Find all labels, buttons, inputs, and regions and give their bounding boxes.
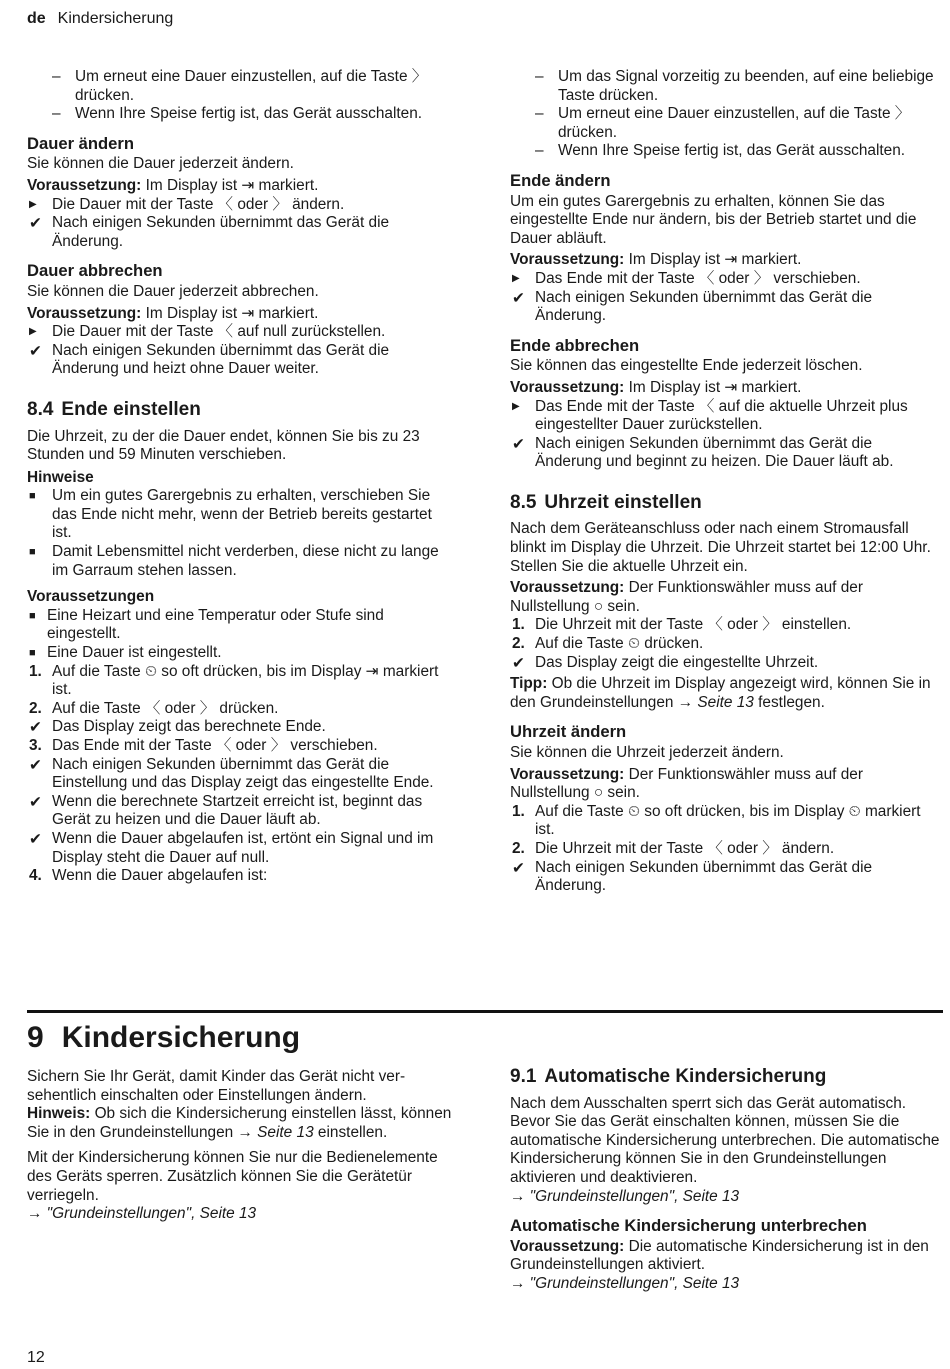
page-number: 12	[27, 1349, 45, 1366]
heading-dauer-abbrechen: Dauer abbrechen	[27, 261, 163, 281]
step-item: ▶ Das Ende mit der Taste 〈 oder 〉 verschieben.	[512, 269, 861, 287]
step-item: 1. Auf die Taste ⏲ so oft drücken, bis im Display ⏲ markiert ist.	[512, 802, 921, 839]
paragraph: Sie können die Dauer jederzeit ändern.	[27, 155, 294, 173]
check-icon: ✔	[29, 755, 42, 774]
paragraph: Nach dem Ausschalten sperrt sich das Gerät automatisch. Bevor Sie das Gerät einschalten können, müssen Sie die automatische Kindersicherung unterbrechen. Die automatische Kindersicherung können Sie in den Grundeinstellungen aktivieren und deaktivieren.	[510, 1094, 940, 1186]
square-bullet-icon: ■	[29, 490, 36, 503]
heading-kindersicherung-unterbrechen: Automatische Kindersicherung unterbrechen	[510, 1216, 867, 1236]
list-item: – Wenn Ihre Speise fertig ist, das Gerät ausschalten.	[52, 105, 423, 123]
result-item: ✔ Nach einigen Sekunden übernimmt das Gerät die Änderung und heizt ohne Dauer weiter.	[29, 341, 390, 378]
heading-uhrzeit-aendern: Uhrzeit ändern	[510, 722, 627, 742]
page-header	[27, 10, 173, 29]
result-item: ✔ Nach einigen Sekunden übernimmt das Gerät die Änderung und beginnt zu heizen. Die Dauer läuft ab.	[512, 434, 894, 471]
heading-uhrzeit-einstellen: 8.5 Uhrzeit einstellen	[510, 491, 702, 513]
list-item: – Um das Signal vorzeitig zu beenden, auf eine beliebige Taste drücken.	[535, 68, 934, 104]
header-title: Kindersicherung	[57, 10, 174, 27]
result-item: ✔ Nach einigen Sekunden übernimmt das Gerät die Änderung.	[512, 858, 873, 895]
requirement: Voraussetzung: Im Display ist ⇥ markiert.	[510, 378, 802, 396]
square-bullet-icon: ■	[29, 647, 36, 660]
list-item: – Um erneut eine Dauer einzustellen, auf die Taste 〉 drücken.	[52, 68, 428, 104]
heading-ende-abbrechen: Ende abbrechen	[510, 335, 640, 355]
check-icon: ✔	[29, 792, 42, 811]
step-number: 2.	[512, 635, 525, 653]
check-icon: ✔	[29, 829, 42, 848]
step-item: 1. Auf die Taste ⏲ so oft drücken, bis im Display ⇥ markiert ist.	[29, 662, 439, 699]
requirement: Voraussetzung: Im Display ist ⇥ markiert.	[27, 304, 319, 322]
paragraph: Nach dem Geräteanschluss oder nach einem Stromausfall blinkt im Display die Uhrzeit. Die Uhrzeit startet bei 12:00 Uhr. Stellen Sie die aktuelle Uhrzeit ein.	[510, 520, 931, 575]
step-number: 2.	[512, 839, 525, 857]
result-item: ✔ Wenn die berechnete Startzeit erreicht ist, beginnt das Gerät zu heizen und die Dauer läuft ab.	[29, 792, 423, 829]
triangle-icon: ▶	[512, 272, 520, 284]
list-item: ■ Eine Dauer ist eingestellt.	[29, 644, 222, 662]
list-item: – Um erneut eine Dauer einzustellen, auf die Taste 〉 drücken.	[535, 105, 911, 141]
paragraph: Um ein gutes Garergebnis zu erhalten, können Sie das eingestellte Ende nur ändern, bis der Betrieb startet und die Dauer abläuft.	[510, 192, 917, 247]
result-item: ✔ Nach einigen Sekunden übernimmt das Gerät die Änderung.	[512, 288, 873, 325]
header-lang: de	[27, 10, 46, 27]
result-item: ✔ Nach einigen Sekunden übernimmt das Gerät die Einstellung und das Display zeigt das eingestellte Ende.	[29, 755, 434, 792]
requirement: Voraussetzung: Der Funktionswähler muss auf der Nullstellung ○ sein.	[510, 579, 863, 615]
check-icon: ✔	[29, 341, 42, 360]
triangle-icon: ▶	[29, 198, 37, 210]
paragraph: Die Uhrzeit, zu der die Dauer endet, können Sie bis zu 23 Stunden und 59 Minuten verschieben.	[27, 427, 420, 464]
requirement: Voraussetzung: Im Display ist ⇥ markiert.	[510, 251, 802, 269]
result-item: ✔ Das Display zeigt die eingestellte Uhrzeit.	[512, 653, 819, 672]
step-item: 2. Auf die Taste 〈 oder 〉 drücken.	[29, 699, 279, 717]
step-number: 1.	[29, 662, 42, 680]
heading-ende-aendern: Ende ändern	[510, 170, 611, 190]
result-item: ✔ Nach einigen Sekunden übernimmt das Gerät die Änderung.	[29, 214, 390, 250]
left-column-top	[27, 68, 452, 886]
step-item: 1. Die Uhrzeit mit der Taste 〈 oder 〉 einstellen.	[512, 616, 852, 634]
paragraph: Mit der Kindersicherung können Sie nur die Bedienelemente des Geräts sperren. Zusätzlich können Sie die Gerätetür verriegeln.	[27, 1149, 438, 1204]
triangle-icon: ▶	[29, 326, 37, 338]
right-column-bottom	[510, 1068, 942, 1294]
page-link[interactable]: → Seite 13	[677, 693, 754, 711]
heading-dauer-aendern: Dauer ändern	[27, 133, 134, 153]
requirement: Voraussetzung: Die automatische Kindersicherung ist in den Grundeinstellungen aktiviert.	[510, 1237, 929, 1274]
step-item: ▶ Das Ende mit der Taste 〈 auf die aktuelle Uhrzeit plus eingestellter Dauer zurückstellen.	[512, 397, 908, 434]
step-item: ▶ Die Dauer mit der Taste 〈 oder 〉 ändern.	[29, 195, 345, 213]
voraussetzungen-title: Voraussetzungen	[27, 588, 155, 606]
list-item: ■ Damit Lebensmittel nicht verderben, diese nicht zu lange im Garraum stehen lassen.	[29, 543, 439, 579]
heading-ende-einstellen: 8.4 Ende einstellen	[27, 398, 201, 420]
step-item: 2. Die Uhrzeit mit der Taste 〈 oder 〉 ändern.	[512, 839, 835, 857]
hinweis: Hinweis: Ob sich die Kindersicherung einstellen lässt, können Sie in den Grundeinstellungen → Seite 13 einstellen.	[27, 1105, 452, 1141]
page-link[interactable]: → Seite 13	[237, 1123, 314, 1141]
tipp: Tipp: Ob die Uhrzeit im Display angezeigt wird, können Sie in den Grundeinstellungen → Seite 13 festlegen.	[510, 675, 931, 711]
triangle-icon: ▶	[512, 400, 520, 412]
check-icon: ✔	[512, 434, 525, 453]
step-item: 3. Das Ende mit der Taste 〈 oder 〉 verschieben.	[29, 737, 378, 754]
chapter-title: 9 Kindersicherung	[27, 1021, 301, 1054]
reference-link[interactable]: → "Grundeinstellungen", Seite 13	[510, 1187, 740, 1205]
step-item: 2. Auf die Taste ⏲ drücken.	[512, 635, 704, 653]
step-number: 4.	[29, 867, 42, 885]
step-number: 3.	[29, 737, 42, 754]
list-item: ■ Um ein gutes Garergebnis zu erhalten, verschieben Sie das Ende nicht mehr, wenn der Betrieb bereits gestartet ist.	[29, 487, 432, 542]
step-number: 1.	[512, 616, 525, 634]
steps-list	[510, 616, 942, 672]
heading-automatische-kindersicherung: 9.1 Automatische Kindersicherung	[510, 1066, 827, 1087]
paragraph: Sie können die Uhrzeit jederzeit ändern.	[510, 744, 784, 761]
square-bullet-icon: ■	[29, 609, 36, 622]
step-item: 4. Wenn die Dauer abgelaufen ist:	[29, 867, 268, 885]
check-icon: ✔	[512, 288, 525, 307]
paragraph: Sie können die Dauer jederzeit abbrechen.	[27, 282, 319, 300]
step-number: 1.	[512, 802, 525, 820]
left-column-bottom	[27, 1068, 452, 1224]
check-icon: ✔	[512, 858, 525, 877]
steps-list	[27, 663, 452, 886]
step-number: 2.	[29, 699, 42, 717]
chapter-divider	[27, 1010, 943, 1013]
reference-link[interactable]: → "Grundeinstellungen", Seite 13	[27, 1205, 257, 1223]
requirement: Voraussetzung: Im Display ist ⇥ markiert.	[27, 176, 319, 194]
list-item: ■ Eine Heizart und eine Temperatur oder Stufe sind eingestellt.	[29, 606, 384, 643]
list-item: – Wenn Ihre Speise fertig ist, das Gerät ausschalten.	[535, 142, 906, 160]
check-icon: ✔	[29, 214, 42, 233]
result-item: ✔ Das Display zeigt das berechnete Ende.	[29, 718, 326, 737]
paragraph: Sichern Sie Ihr Gerät, damit Kinder das Gerät nicht versehentlich einschalten oder Einstellungen ändern.	[27, 1068, 406, 1104]
check-icon: ✔	[512, 653, 525, 672]
square-bullet-icon: ■	[29, 546, 36, 559]
steps-list	[510, 803, 942, 896]
right-column-top	[510, 68, 942, 896]
check-icon: ✔	[29, 718, 42, 737]
step-item: ▶ Die Dauer mit der Taste 〈 auf null zurückstellen.	[29, 323, 386, 341]
paragraph: Sie können das eingestellte Ende jederzeit löschen.	[510, 357, 863, 375]
result-item: ✔ Wenn die Dauer abgelaufen ist, ertönt ein Signal und im Display steht die Dauer auf null.	[29, 829, 434, 866]
reference-link[interactable]: → "Grundeinstellungen", Seite 13	[510, 1274, 740, 1292]
requirement: Voraussetzung: Der Funktionswähler muss auf der Nullstellung ○ sein.	[510, 765, 863, 802]
hinweise-title: Hinweise	[27, 468, 94, 486]
